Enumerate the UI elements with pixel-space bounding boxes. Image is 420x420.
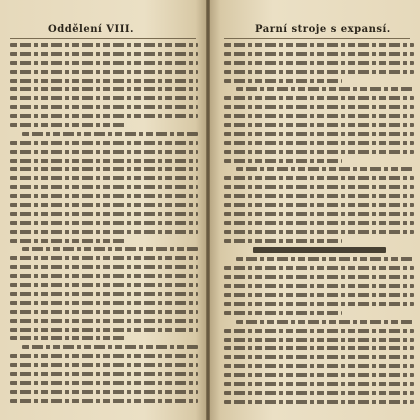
right-running-head: Parní stroje s expansí. [255, 24, 391, 35]
text-line [10, 301, 198, 305]
text-line [224, 293, 414, 297]
text-line [10, 87, 198, 91]
text-line [10, 61, 198, 65]
text-line [224, 176, 414, 180]
text-line [224, 212, 414, 216]
text-line [10, 292, 198, 296]
text-line [236, 257, 414, 261]
section-heading [253, 247, 386, 253]
right-page [210, 0, 420, 420]
text-line [224, 230, 414, 234]
text-line [236, 167, 414, 171]
text-line [224, 123, 414, 127]
left-running-head: Oddělení VIII. [48, 24, 135, 35]
text-line [10, 336, 127, 340]
text-line [10, 399, 198, 403]
text-line [10, 230, 198, 234]
left-body-text [10, 43, 198, 408]
text-line [224, 105, 414, 109]
left-head-rule [10, 38, 196, 39]
text-line [22, 132, 198, 136]
text-line [10, 212, 198, 216]
text-line [224, 79, 342, 83]
text-line [224, 203, 414, 207]
text-line [10, 239, 127, 243]
text-line [10, 328, 198, 332]
text-line [10, 150, 198, 154]
text-line [10, 372, 198, 376]
text-line [224, 266, 414, 270]
text-line [10, 176, 198, 180]
text-line [224, 373, 414, 377]
text-line [224, 43, 414, 47]
text-line [10, 283, 198, 287]
text-line [224, 141, 414, 145]
text-line [10, 52, 198, 56]
text-line [10, 167, 198, 171]
text-line [224, 150, 414, 154]
right-head-rule [224, 38, 410, 39]
text-line [10, 354, 198, 358]
text-line [10, 381, 198, 385]
text-line [10, 79, 198, 83]
text-line [10, 203, 198, 207]
text-line [224, 400, 414, 404]
text-line [10, 159, 198, 163]
text-line [22, 247, 198, 251]
text-line [10, 105, 198, 109]
text-line [10, 123, 127, 127]
text-line [10, 43, 198, 47]
text-line [224, 346, 414, 350]
text-line [224, 338, 414, 342]
text-line [10, 363, 198, 367]
text-line [224, 96, 414, 100]
text-line [224, 364, 414, 368]
left-page [0, 0, 206, 420]
text-line [224, 61, 414, 65]
text-line [10, 96, 198, 100]
text-line [10, 265, 198, 269]
text-line [22, 345, 198, 349]
text-line [236, 320, 414, 324]
text-line [10, 310, 198, 314]
text-line [224, 391, 414, 395]
text-line [224, 382, 414, 386]
text-line [10, 114, 198, 118]
text-line [224, 159, 342, 163]
text-line [224, 311, 342, 315]
text-line [224, 221, 414, 225]
text-line [224, 355, 414, 359]
text-line [224, 114, 414, 118]
text-line [224, 70, 414, 74]
text-line [224, 275, 414, 279]
text-line [224, 284, 414, 288]
text-line [224, 132, 414, 136]
text-line [224, 239, 342, 243]
text-line [10, 221, 198, 225]
text-line [236, 87, 414, 91]
text-line [10, 185, 198, 189]
text-line [10, 390, 198, 394]
text-line [224, 302, 414, 306]
text-line [224, 52, 414, 56]
text-line [10, 274, 198, 278]
text-line [10, 194, 198, 198]
text-line [224, 194, 414, 198]
text-line [10, 319, 198, 323]
text-line [224, 185, 414, 189]
text-line [10, 256, 198, 260]
text-line [10, 141, 198, 145]
text-line [224, 329, 414, 333]
right-body-text [224, 43, 414, 409]
text-line [10, 70, 198, 74]
